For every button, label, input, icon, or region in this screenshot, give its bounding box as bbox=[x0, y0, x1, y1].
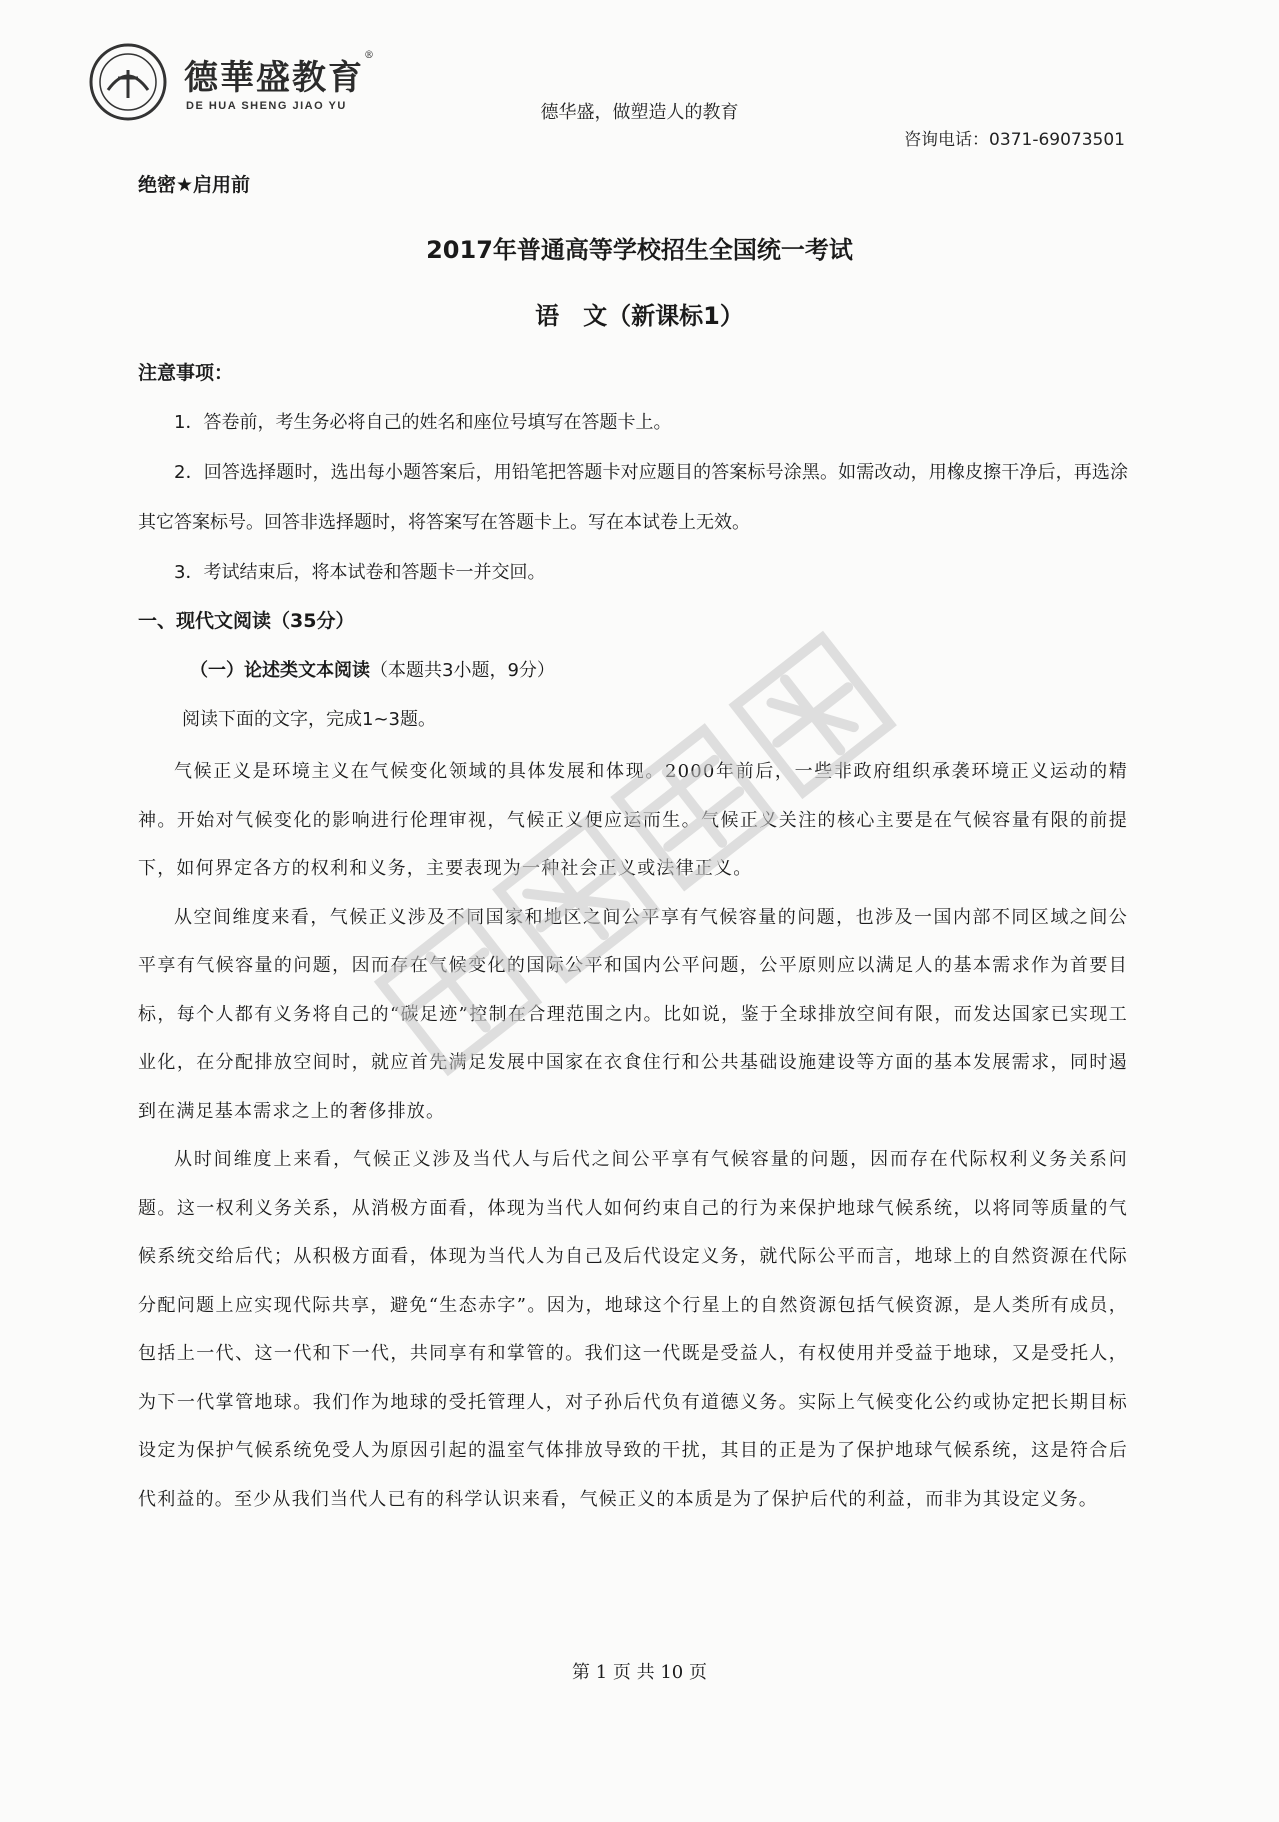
reading-passage bbox=[138, 748, 1128, 1524]
notice-heading: 注意事项： bbox=[138, 362, 234, 384]
exam-title: 2017年普通高等学校招生全国统一考试 bbox=[426, 236, 853, 264]
notice-item: 2．回答选择题时，选出每小题答案后，用铅笔把答题卡对应题目的答案标号涂黑。如需改动，用橡皮擦干净后，再选涂其它答案标号。回答非选择题时，将答案写在答题卡上。写在本试卷上无效。 bbox=[138, 462, 1128, 533]
sub-section-heading bbox=[190, 656, 555, 682]
header-slogan: 德华盛，做塑造人的教育 bbox=[540, 102, 739, 123]
logo-pinyin: DE HUA SHENG JIAO YU bbox=[186, 100, 347, 112]
sub-section-note: （本题共3小题，9分） bbox=[370, 660, 555, 681]
notice-item: 3．考试结束后，将本试卷和答题卡一并交回。 bbox=[174, 562, 546, 583]
passage-paragraph: 从时间维度上来看，气候正义涉及当代人与后代之间公平享有气候容量的问题，因而存在代际权利义务关系问题。这一权利义务关系，从消极方面看，体现为当代人如何约束自己的行为来保护地球气候系统，以将同等质量的气候系统交给后代；从积极方面看，体现为当代人为自己及后代设定义务，就代际公平而言，地球上的自然资源在代际分配问题上应实现代际共享，避免“生态赤字”。因为，地球这个行星上的自然资源包括气候资源，是人类所有成员，包括上一代、这一代和下一代，共同享有和掌管的。我们这一代既是受益人，有权使用并受益于地球，又是受托人，为下一代掌管地球。我们作为地球的受托管理人，对子孙后代负有道德义务。实际上气候变化公约或协定把长期目标设定为保护气候系统免受人为原因引起的温室气体排放导致的干扰，其目的正是为了保护地球气候系统，这是符合后代利益的。至少从我们当代人已有的科学认识来看，气候正义的本质是为了保护后代的利益，而非为其设定义务。 bbox=[138, 1149, 1128, 1510]
contact-phone: 咨询电话：0371-69073501 bbox=[904, 130, 1125, 150]
section-heading: 一、现代文阅读（35分） bbox=[138, 610, 355, 632]
notice-item: 1．答卷前，考生务必将自己的姓名和座位号填写在答题卡上。 bbox=[174, 412, 672, 433]
confidential-mark: 绝密★启用前 bbox=[138, 174, 251, 196]
passage-paragraph: 从空间维度来看，气候正义涉及不同国家和地区之间公平享有气候容量的问题，也涉及一国内部不同区域之间公平享有气候容量的问题，因而存在气候变化的国际公平和国内公平问题，公平原则应以满足人的基本需求作为首要目标，每个人都有义务将自己的“碳足迹”控制在合理范围之内。比如说，鉴于全球排放空间有限，而发达国家已实现工业化，在分配排放空间时，就应首先满足发展中国家在衣食住行和公共基础设施建设等方面的基本发展需求，同时遏到在满足基本需求之上的奢侈排放。 bbox=[138, 906, 1128, 1122]
exam-subject: 语 文（新课标1） bbox=[535, 302, 744, 330]
notice-list bbox=[138, 398, 1128, 598]
passage-paragraph: 气候正义是环境主义在气候变化领域的具体发展和体现。2000年前后，一些非政府组织承袭环境正义运动的精神。开始对气候变化的影响进行伦理审视，气候正义便应运而生。气候正义关注的核心主要是在气候容量有限的前提下，如何界定各方的权利和义务，主要表现为一种社会正义或法律正义。 bbox=[138, 761, 1128, 879]
reading-instruction: 阅读下面的文字，完成1~3题。 bbox=[182, 709, 436, 730]
sub-section-title: （一）论述类文本阅读 bbox=[190, 660, 370, 681]
logo-text: 德華盛教育® bbox=[184, 50, 376, 98]
page-footer: 第 1 页 共 10 页 bbox=[572, 1662, 707, 1683]
